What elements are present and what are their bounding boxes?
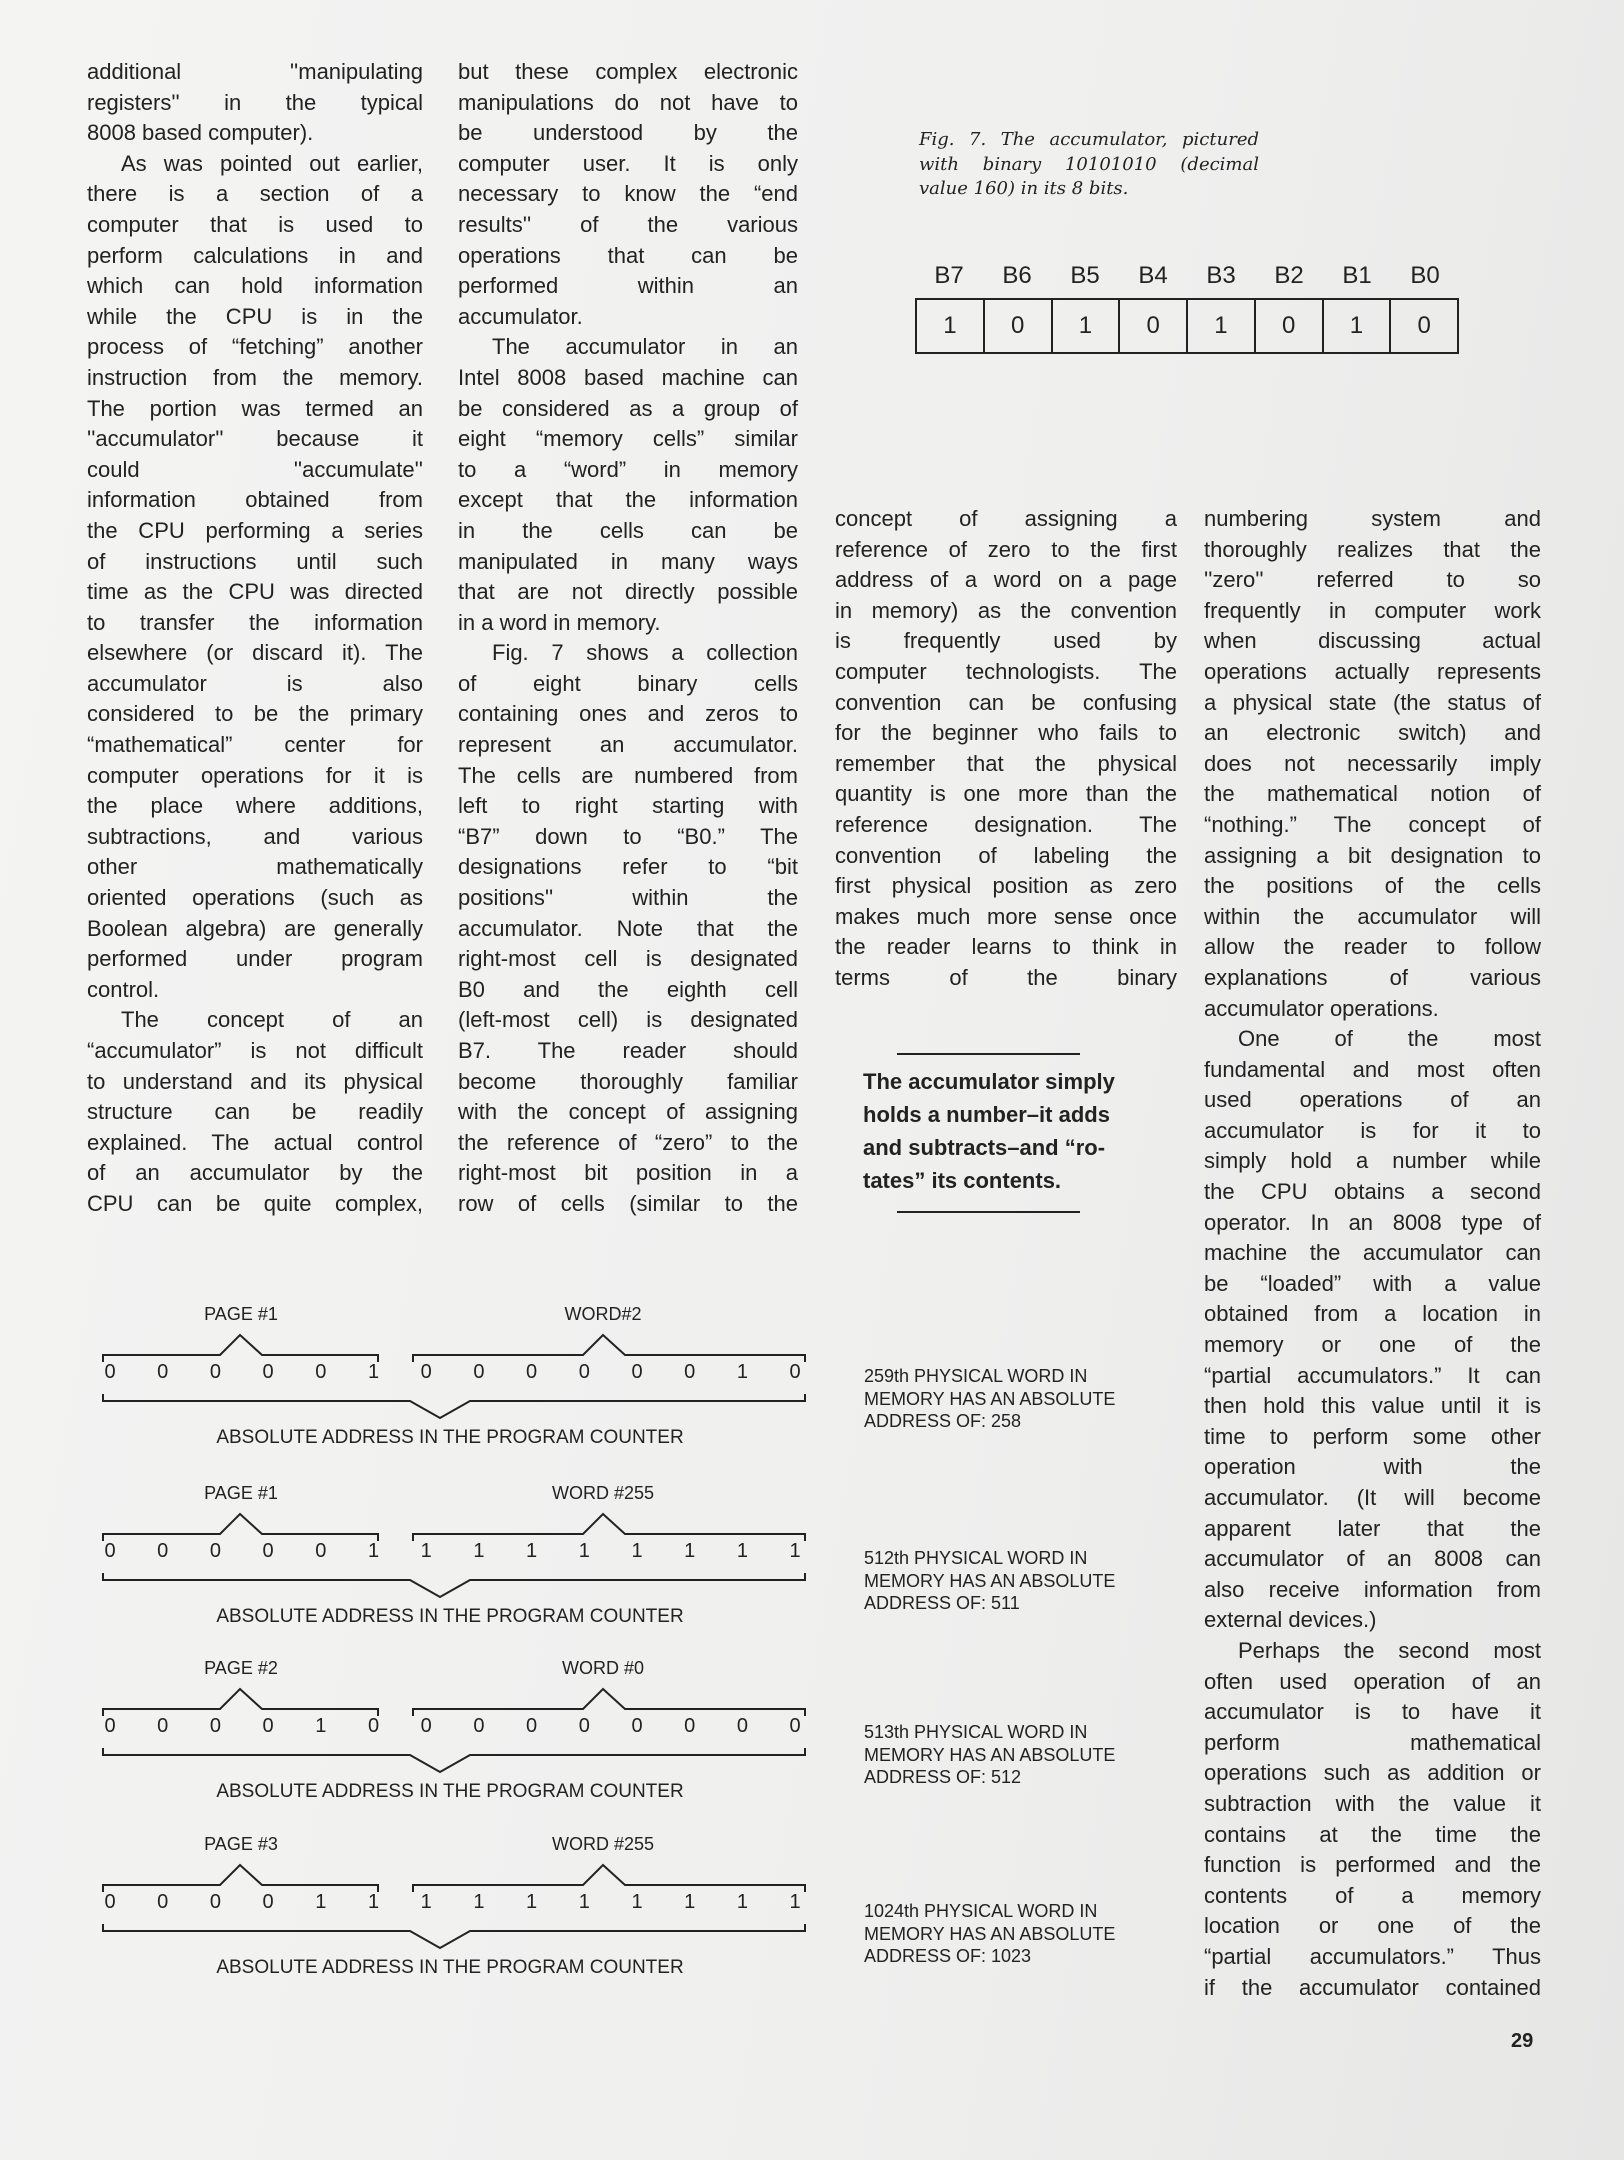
pull-quote-text [863, 1065, 1115, 1197]
bit-cells [915, 298, 1459, 354]
text-line: row of cells (similar to the [458, 1190, 798, 1216]
text-line: Fig. 7 shows a collection [492, 640, 798, 666]
word-label: WORD#2 [564, 1304, 642, 1324]
text-line: (left-most cell) is designated [458, 1007, 798, 1033]
text-line: of instructions until such [87, 548, 423, 574]
text-line: considered to be the primary [87, 701, 423, 727]
pull-quote-line: The accumulator simply [863, 1069, 1115, 1094]
address-note-line: MEMORY HAS AN ABSOLUTE [864, 1744, 1116, 1765]
address-note-line: MEMORY HAS AN ABSOLUTE [864, 1923, 1116, 1944]
text-line: obtained from a location in [1204, 1301, 1541, 1327]
text-line: that are not directly possible [458, 579, 798, 605]
text-line: location or one of the [1204, 1913, 1541, 1939]
text-line: operation with the [1204, 1454, 1541, 1480]
text-line: control. [87, 976, 160, 1002]
bit-cell: 0 [1389, 300, 1457, 352]
bracket [103, 1573, 805, 1597]
address-bit: 1 [789, 1540, 801, 1562]
address-bit: 0 [578, 1361, 590, 1383]
address-note-line: 1024th PHYSICAL WORD IN [864, 1901, 1098, 1921]
text-line: terms of the binary [835, 964, 1177, 990]
text-line: “B7” down to “B0.” The [458, 823, 798, 849]
text-line: reference of zero to the first [835, 536, 1177, 562]
text-line: accumulator. Note that the [458, 915, 798, 941]
text-line: subtractions, and various [87, 823, 423, 849]
text-line: but these complex electronic [458, 59, 798, 84]
text-line: Perhaps the second most [1238, 1637, 1541, 1663]
text-line: B0 and the eighth cell [458, 976, 798, 1002]
address-bit: 1 [367, 1891, 380, 1913]
text-line: thoroughly realizes that the [1204, 536, 1541, 562]
address-note-line: ADDRESS OF: 1023 [864, 1946, 1032, 1966]
bracket [413, 1514, 805, 1541]
page-label: PAGE #1 [204, 1483, 278, 1503]
text-line: left to right starting with [458, 793, 798, 819]
text-line: convention can be confusing [835, 689, 1177, 715]
address-note-line: 513th PHYSICAL WORD IN [864, 1722, 1088, 1742]
address-bit: 0 [157, 1361, 169, 1383]
text-line: the reference of “zero” to the [458, 1129, 798, 1155]
address-bit: 1 [789, 1891, 801, 1913]
address-note-line: MEMORY HAS AN ABSOLUTE [864, 1388, 1116, 1409]
text-line: “partial accumulators.” Thus [1204, 1943, 1541, 1969]
bit-cell: 1 [1322, 300, 1390, 352]
text-line: information obtained from [87, 487, 423, 513]
text-line: accumulator operations. [1204, 995, 1439, 1021]
text-line: an electronic switch) and [1204, 720, 1541, 746]
text-line: the CPU obtains a second [1204, 1179, 1541, 1205]
address-bit: 0 [420, 1361, 432, 1383]
text-line: ''accumulator'' because it [87, 426, 423, 452]
address-bit: 0 [262, 1891, 274, 1913]
text-line: to understand and its physical [87, 1068, 423, 1094]
bit-cell: 0 [1118, 300, 1186, 352]
text-line: time to perform some other [1204, 1423, 1541, 1449]
address-bit: 0 [789, 1715, 801, 1737]
address-note-line: 259th PHYSICAL WORD IN [864, 1366, 1088, 1386]
text-line: computer user. It is only [458, 150, 798, 176]
text-line: external devices.) [1204, 1607, 1377, 1633]
bracket [103, 1748, 805, 1772]
text-line: is frequently used by [835, 628, 1177, 654]
text-line: The concept of an [121, 1007, 423, 1033]
bit-cell: 1 [943, 312, 957, 339]
text-line: does not necessarily imply [1204, 750, 1541, 776]
text-line: containing ones and zeros to [458, 701, 798, 727]
bracket [103, 1865, 378, 1892]
caption-line: Fig. 7. The accumulator, pictured [919, 129, 1259, 150]
pull-quote-line: tates” its contents. [863, 1168, 1062, 1193]
text-line: allow the reader to follow [1204, 934, 1541, 960]
bracket [103, 1689, 378, 1716]
bit-cell: 0 [1254, 300, 1322, 352]
text-line: a physical state (the status of [1204, 689, 1541, 715]
address-bit: 0 [262, 1715, 274, 1737]
address-bit: 1 [315, 1715, 327, 1737]
text-line: other mathematically [87, 854, 423, 880]
address-bit: 1 [420, 1540, 432, 1562]
absolute-address-caption: ABSOLUTE ADDRESS IN THE PROGRAM COUNTER [216, 1427, 684, 1448]
text-line: in the cells can be [458, 517, 798, 543]
address-bit: 0 [262, 1540, 274, 1562]
text-line: registers'' in the typical [87, 89, 423, 115]
text-line: perform mathematical [1204, 1729, 1541, 1755]
address-bit: 0 [157, 1540, 169, 1562]
address-bit: 0 [104, 1361, 116, 1383]
text-line: computer operations for it is [87, 762, 423, 788]
pull-quote-line: holds a number–it adds [863, 1102, 1110, 1127]
text-line: represent an accumulator. [458, 732, 798, 758]
address-note [864, 1365, 1115, 1433]
address-note-line: ADDRESS OF: 511 [864, 1593, 1020, 1613]
text-line: “nothing.” The concept of [1204, 811, 1541, 837]
bit-label: B3 [1206, 262, 1236, 289]
text-line: The accumulator in an [492, 334, 798, 360]
text-line: oriented operations (such as [87, 885, 423, 911]
text-line: remember that the physical [835, 750, 1177, 776]
text-line: numbering system and [1204, 506, 1541, 531]
address-bit: 0 [684, 1361, 696, 1383]
text-line: with the concept of assigning [458, 1099, 798, 1125]
text-line: computer technologists. The [835, 658, 1177, 684]
absolute-address-caption: ABSOLUTE ADDRESS IN THE PROGRAM COUNTER [216, 1957, 684, 1978]
text-line: while the CPU is in the [87, 303, 423, 329]
text-line: computer that is used to [87, 211, 423, 237]
address-bit: 0 [578, 1715, 590, 1737]
page-number: 29 [1511, 2030, 1534, 2052]
address-diagram [0, 1304, 840, 1454]
address-bit: 0 [631, 1715, 643, 1737]
address-bit: 1 [473, 1540, 485, 1562]
caption-line: with binary 10101010 (decimal [919, 153, 1259, 175]
text-line: of eight binary cells [458, 670, 798, 696]
address-bit: 0 [209, 1361, 221, 1383]
accumulator-figure [915, 262, 1459, 354]
text-line: reference designation. The [835, 811, 1177, 837]
text-line: performed within an [458, 273, 798, 299]
text-line: the mathematical notion of [1204, 781, 1541, 807]
text-line: the reader learns to think in [835, 934, 1177, 960]
address-bit: 0 [789, 1361, 801, 1383]
text-line: if the accumulator contained [1204, 1974, 1541, 2000]
address-bit: 0 [315, 1361, 327, 1383]
bracket [413, 1689, 805, 1716]
text-line: positions'' within the [458, 885, 798, 911]
caption-line: value 160) in its 8 bits. [919, 178, 1129, 199]
text-line: Intel 8008 based machine can [458, 364, 798, 390]
text-line: eight “memory cells” similar [458, 426, 798, 452]
address-bit: 0 [157, 1715, 169, 1737]
address-bit: 1 [526, 1891, 538, 1913]
address-diagram [0, 1658, 840, 1808]
text-line: then hold this value until it is [1204, 1393, 1541, 1419]
text-line: Boolean algebra) are generally [87, 915, 423, 941]
divider [897, 1053, 1080, 1055]
text-column-2 [458, 57, 798, 1220]
bit-label: B7 [934, 262, 964, 289]
address-bit: 0 [104, 1715, 116, 1737]
bit-cell: 0 [983, 300, 1051, 352]
address-note-line: 512th PHYSICAL WORD IN [864, 1548, 1088, 1568]
absolute-address-caption: ABSOLUTE ADDRESS IN THE PROGRAM COUNTER [216, 1781, 684, 1802]
address-note [864, 1900, 1115, 1968]
text-line: used operations of an [1204, 1087, 1541, 1113]
text-line: convention of labeling the [835, 842, 1177, 868]
text-line: to transfer the information [87, 609, 423, 635]
absolute-address-caption: ABSOLUTE ADDRESS IN THE PROGRAM COUNTER [216, 1606, 684, 1627]
text-line: “mathematical” center for [87, 732, 423, 758]
figure-7-caption [919, 128, 1259, 202]
address-bit: 1 [631, 1540, 643, 1562]
text-line: manipulated in many ways [458, 548, 798, 574]
page-label: PAGE #1 [204, 1304, 278, 1324]
text-line: there is a section of a [87, 181, 423, 207]
address-bit: 1 [420, 1891, 432, 1913]
address-bit: 1 [631, 1891, 643, 1913]
text-line: time as the CPU was directed [87, 579, 423, 605]
address-bit: 0 [315, 1540, 327, 1562]
text-line: be understood by the [458, 120, 798, 146]
text-line: accumulator is for it to [1204, 1117, 1541, 1143]
bracket [103, 1394, 805, 1418]
text-line: simply hold a number while [1204, 1148, 1541, 1174]
address-bit: 1 [315, 1891, 327, 1913]
bit-label: B4 [1138, 262, 1168, 289]
address-bit: 0 [262, 1361, 274, 1383]
bracket [103, 1335, 378, 1362]
address-bit: 1 [736, 1540, 748, 1562]
address-bit: 0 [420, 1715, 432, 1737]
text-line: accumulator of an 8008 can [1204, 1546, 1541, 1572]
text-line: The cells are numbered from [458, 762, 798, 788]
address-note-line: MEMORY HAS AN ABSOLUTE [864, 1570, 1116, 1591]
address-bit: 0 [684, 1715, 696, 1737]
address-diagram [0, 1483, 840, 1633]
text-line: concept of assigning a [835, 506, 1177, 531]
address-bit: 1 [367, 1540, 380, 1562]
text-line: The portion was termed an [87, 395, 423, 421]
address-bit: 0 [209, 1715, 221, 1737]
address-note [864, 1547, 1115, 1615]
address-bit: 0 [104, 1540, 116, 1562]
address-note-line: ADDRESS OF: 512 [864, 1767, 1022, 1787]
address-bit: 0 [736, 1715, 748, 1737]
text-line: frequently in computer work [1204, 597, 1541, 623]
text-line: become thoroughly familiar [458, 1068, 798, 1094]
text-line: elsewhere (or discard it). The [87, 640, 423, 666]
address-note [864, 1721, 1115, 1789]
text-line: apparent later that the [1204, 1515, 1541, 1541]
address-bit: 0 [473, 1715, 485, 1737]
address-bit: 0 [209, 1540, 221, 1562]
bit-cell: 1 [1186, 300, 1254, 352]
text-line: As was pointed out earlier, [121, 150, 423, 176]
bit-cell: 1 [1051, 300, 1119, 352]
text-line: the place where additions, [87, 793, 423, 819]
text-line: except that the information [458, 487, 798, 513]
text-line: operations such as addition or [1204, 1760, 1541, 1786]
address-bit: 0 [526, 1361, 538, 1383]
bracket [413, 1335, 805, 1362]
address-bit: 1 [736, 1891, 748, 1913]
text-line: could ''accumulate'' [87, 456, 423, 482]
text-line: contains at the time the [1204, 1821, 1541, 1847]
text-line: operator. In an 8008 type of [1204, 1209, 1541, 1235]
text-line: performed under program [87, 946, 423, 972]
text-line: accumulator is to have it [1204, 1699, 1541, 1725]
address-bit: 0 [526, 1715, 538, 1737]
text-line: makes much more sense once [835, 903, 1177, 929]
bit-label: B0 [1410, 262, 1440, 289]
page-label: PAGE #3 [204, 1834, 278, 1854]
text-line: function is performed and the [1204, 1852, 1541, 1878]
text-line: accumulator. (It will become [1204, 1485, 1541, 1510]
text-line: machine the accumulator can [1204, 1240, 1541, 1266]
text-line: when discussing actual [1204, 628, 1541, 654]
text-line: B7. The reader should [458, 1038, 798, 1063]
text-line: ''zero'' referred to so [1204, 567, 1541, 593]
text-line: the positions of the cells [1204, 873, 1541, 899]
address-bit: 1 [684, 1891, 696, 1913]
text-line: operations actually represents [1204, 658, 1541, 684]
text-line: designations refer to “bit [458, 854, 798, 880]
address-bit: 0 [473, 1361, 485, 1383]
text-line: be “loaded” with a value [1204, 1270, 1541, 1296]
word-label: WORD #0 [561, 1658, 645, 1678]
address-bit: 1 [473, 1891, 485, 1913]
bit-label: B2 [1274, 262, 1304, 289]
text-line: the CPU performing a series [87, 517, 423, 543]
text-line: manipulations do not have to [458, 89, 798, 115]
text-line: CPU can be quite complex, [87, 1190, 423, 1216]
address-note-line: ADDRESS OF: 258 [864, 1411, 1022, 1431]
bit-labels [915, 262, 1459, 298]
bit-label: B1 [1342, 262, 1372, 289]
address-bit: 1 [367, 1361, 380, 1383]
text-line: additional ''manipulating [87, 59, 423, 84]
text-line: process of “fetching” another [87, 334, 423, 360]
text-line: quantity is one more than the [835, 781, 1177, 807]
pull-quote-line: and subtracts–and “ro- [863, 1135, 1106, 1160]
address-bit: 1 [578, 1891, 590, 1913]
text-line: necessary to know the “end [458, 181, 798, 207]
bracket [413, 1865, 805, 1892]
text-line: of an accumulator by the [87, 1160, 423, 1186]
address-bit: 0 [631, 1361, 643, 1383]
address-bit: 1 [526, 1540, 538, 1562]
address-diagram [0, 1834, 840, 1984]
address-bit: 1 [736, 1361, 748, 1383]
text-line: right-most bit position in a [458, 1160, 798, 1186]
text-line: within the accumulator will [1204, 903, 1541, 929]
bracket [103, 1514, 378, 1541]
text-line: perform calculations in and [87, 242, 423, 268]
text-line: operations that can be [458, 242, 798, 268]
divider [897, 1211, 1080, 1213]
address-bit: 0 [367, 1715, 380, 1737]
text-column-1 [87, 57, 423, 1220]
text-line: to a “word” in memory [458, 456, 798, 482]
text-line: explanations of various [1204, 964, 1541, 990]
text-line: also receive information from [1204, 1576, 1541, 1602]
text-line: often used operation of an [1204, 1668, 1541, 1694]
text-line: right-most cell is designated [458, 946, 798, 972]
text-line: for the beginner who fails to [835, 720, 1177, 746]
bit-label: B6 [1002, 262, 1032, 289]
address-bit: 1 [578, 1540, 590, 1562]
text-line: structure can be readily [87, 1099, 423, 1125]
text-line: results'' of the various [458, 211, 798, 237]
text-line: accumulator. [458, 303, 583, 329]
text-line: contents of a memory [1204, 1882, 1541, 1908]
text-column-3 [835, 504, 1177, 994]
address-bit: 1 [684, 1540, 696, 1562]
bracket [103, 1924, 805, 1948]
address-bit: 0 [104, 1891, 116, 1913]
text-line: memory or one of the [1204, 1332, 1541, 1358]
text-line: first physical position as zero [835, 873, 1177, 899]
bit-label: B5 [1070, 262, 1100, 289]
text-line: in a word in memory. [458, 609, 661, 635]
text-line: subtraction with the value it [1204, 1790, 1541, 1816]
text-line: assigning a bit designation to [1204, 842, 1541, 868]
text-line: which can hold information [87, 273, 423, 299]
word-label: WORD #255 [551, 1483, 655, 1503]
word-label: WORD #255 [551, 1834, 655, 1854]
text-line: explained. The actual control [87, 1129, 423, 1155]
address-bit: 0 [157, 1891, 169, 1913]
address-bit: 0 [209, 1891, 221, 1913]
text-line: “accumulator” is not difficult [87, 1038, 423, 1063]
text-column-4 [1204, 504, 1541, 2003]
page-label: PAGE #2 [204, 1658, 278, 1678]
text-line: be considered as a group of [458, 395, 798, 421]
text-line: in memory) as the convention [835, 597, 1177, 623]
text-line: “partial accumulators.” It can [1204, 1362, 1541, 1388]
text-line: address of a word on a page [835, 567, 1177, 593]
text-line: One of the most [1238, 1026, 1541, 1052]
text-line: instruction from the memory. [87, 364, 423, 390]
text-line: accumulator is also [87, 670, 423, 696]
text-line: 8008 based computer). [87, 120, 314, 146]
text-line: fundamental and most often [1204, 1056, 1541, 1082]
